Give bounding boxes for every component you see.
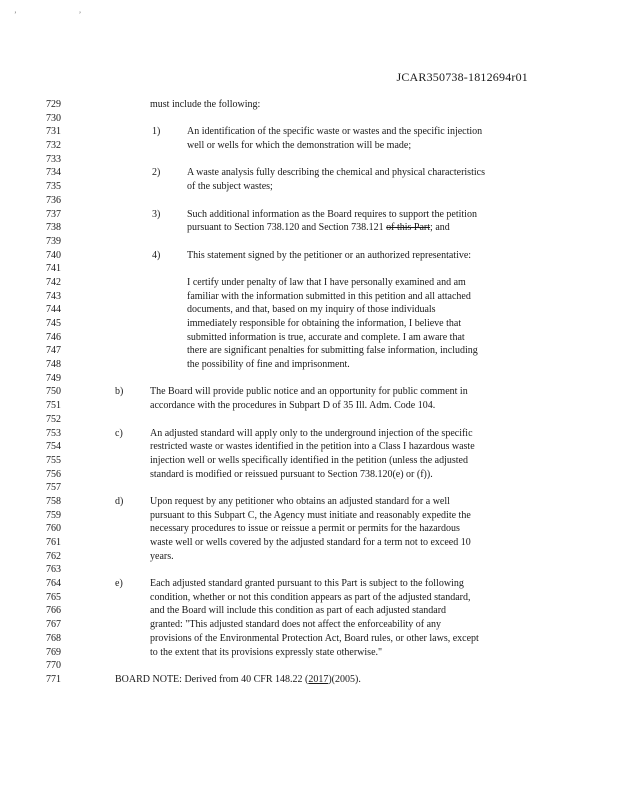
item-2-line-2: of the subject wastes; [187, 181, 273, 193]
item-2-line-1: A waste analysis fully describing the chemical and physical characteristics [187, 167, 485, 179]
section-e-line-6: to the extent that its provisions expressly state otherwise." [150, 646, 383, 658]
line-number: 771 [46, 673, 61, 685]
certification-line-4: immediately responsible for obtaining the information, I believe that [187, 318, 462, 329]
section-e-line-2: condition, whether or not this condition appears as part of the adjusted standard, [150, 591, 471, 603]
line-number: 736 [46, 194, 61, 206]
document-id: JCAR350738-1812694r01 [396, 70, 528, 84]
item-3-line-2 [187, 221, 450, 235]
section-b-line-1: The Board will provide public notice and an opportunity for public comment in [150, 386, 468, 398]
line-number: 729 [46, 99, 61, 110]
line-number: 761 [46, 537, 61, 548]
line-number: 742 [46, 276, 61, 288]
scan-marks: ʼ ʼ [14, 10, 112, 19]
section-d-line-2: pursuant to this Subpart C, the Agency must initiate and reasonably expedite the [150, 509, 471, 521]
section-b-line-2: accordance with the procedures in Subpart D of 35 Ill. Adm. Code 104. [150, 400, 436, 412]
section-d-line-5: years. [150, 550, 174, 562]
line-number: 747 [46, 345, 61, 357]
section-c-line-1: An adjusted standard will apply only to the underground injection of the specific [150, 427, 473, 439]
line-number: 748 [46, 359, 61, 371]
line-number: 763 [46, 564, 61, 576]
line-numbers [46, 98, 76, 687]
section-e-line-3: and the Board will include this condition as part of each adjusted standard [150, 605, 447, 617]
line-number: 737 [46, 208, 61, 220]
line-number: 764 [46, 578, 61, 590]
certification-line-2: familiar with the information submitted in this petition and all attached [187, 290, 471, 302]
certification-line-3: documents, and that, based on my inquiry of those individuals [187, 304, 436, 316]
line-number: 757 [46, 482, 61, 494]
line-number: 738 [46, 222, 61, 234]
item-3-text-a: pursuant to Section 738.120 and Section 738.121 [187, 222, 384, 234]
certification-line-5: submitted information is true, accurate and complete. I am aware that [187, 331, 465, 343]
line-number: 752 [46, 413, 61, 425]
certification-line-6: there are significant penalties for submitting false information, including [187, 345, 478, 357]
section-e-line-4: granted: "This adjusted standard does not affect the enforceability of any [150, 619, 442, 631]
certification-line-7: the possibility of fine and imprisonment. [187, 359, 350, 371]
item-3-line-1: Such additional information as the Board requires to support the petition [187, 208, 477, 220]
line-number: 758 [46, 495, 61, 507]
line-number: 769 [46, 646, 61, 658]
section-b-label: b) [115, 386, 124, 398]
section-d-label: d) [115, 495, 124, 507]
line-number: 733 [46, 153, 61, 165]
line-number: 735 [46, 181, 61, 193]
line-number: 745 [46, 318, 61, 329]
section-d-line-4: waste well or wells covered by the adjusted standard for a term not to exceed 10 [150, 537, 471, 548]
line-number: 751 [46, 400, 61, 412]
item-4-number: 4) [152, 249, 161, 261]
line-number: 734 [46, 167, 61, 179]
line-number: 762 [46, 550, 61, 562]
item-2-number: 2) [152, 167, 161, 179]
board-note [115, 673, 361, 687]
line-number: 741 [46, 263, 61, 275]
line-number: 766 [46, 605, 61, 617]
section-d-line-3: necessary procedures to issue or reissue a permit or permits for the hazardous [150, 523, 460, 535]
section-c-label: c) [115, 427, 123, 439]
line-number: 746 [46, 331, 61, 343]
line-number: 731 [46, 126, 61, 138]
line-number: 755 [46, 454, 61, 466]
line-number: 760 [46, 523, 61, 535]
item-1-number: 1) [152, 126, 161, 138]
section-c-line-2: restricted waste or wastes identified in the petition into a Class I hazardous waste [150, 441, 475, 453]
line-number: 744 [46, 304, 61, 316]
item-1-line-1: An identification of the specific waste or wastes and the specific injection [187, 126, 483, 138]
line-number: 756 [46, 468, 61, 480]
document-body [115, 98, 555, 687]
line-number: 739 [46, 235, 61, 247]
line-number: 732 [46, 140, 61, 152]
line-number: 759 [46, 509, 61, 521]
certification-line-1: I certify under penalty of law that I have personally examined and am [187, 276, 466, 288]
board-note-text-b: )(2005). [328, 673, 361, 685]
section-c-line-4: standard is modified or reissued pursuant to Section 738.120(e) or (f)). [150, 468, 433, 480]
line-number: 768 [46, 632, 61, 644]
item-3-number: 3) [152, 208, 161, 220]
section-e-label: e) [115, 578, 123, 590]
line-number: 767 [46, 619, 61, 631]
board-note-text-a: BOARD NOTE: Derived from 40 CFR 148.22 ( [115, 673, 309, 685]
section-e-line-5: provisions of the Environmental Protection Act, Board rules, or other laws, except [150, 632, 479, 644]
line-number: 770 [46, 660, 61, 672]
line-number: 765 [46, 591, 61, 603]
item-1-line-2: well or wells for which the demonstration will be made; [187, 140, 412, 152]
intro-text: must include the following: [150, 99, 261, 110]
line-number: 753 [46, 427, 61, 439]
line-number: 730 [46, 112, 61, 124]
section-d-line-1: Upon request by any petitioner who obtains an adjusted standard for a well [150, 495, 450, 507]
section-e-line-1: Each adjusted standard granted pursuant to this Part is subject to the following [150, 578, 464, 590]
item-3-struck-text: of this Part [386, 222, 431, 234]
line-number: 750 [46, 386, 61, 398]
board-note-inserted-year: 2017 [308, 673, 329, 685]
section-c-line-3: injection well or wells specifically identified in the petition (unless the adjusted [150, 454, 468, 466]
item-3-text-b: ; and [430, 222, 450, 234]
line-number: 740 [46, 249, 61, 261]
line-number: 743 [46, 290, 61, 302]
item-4-line-1: This statement signed by the petitioner or an authorized representative: [187, 249, 472, 261]
line-number: 749 [46, 372, 61, 384]
line-number: 754 [46, 441, 61, 453]
